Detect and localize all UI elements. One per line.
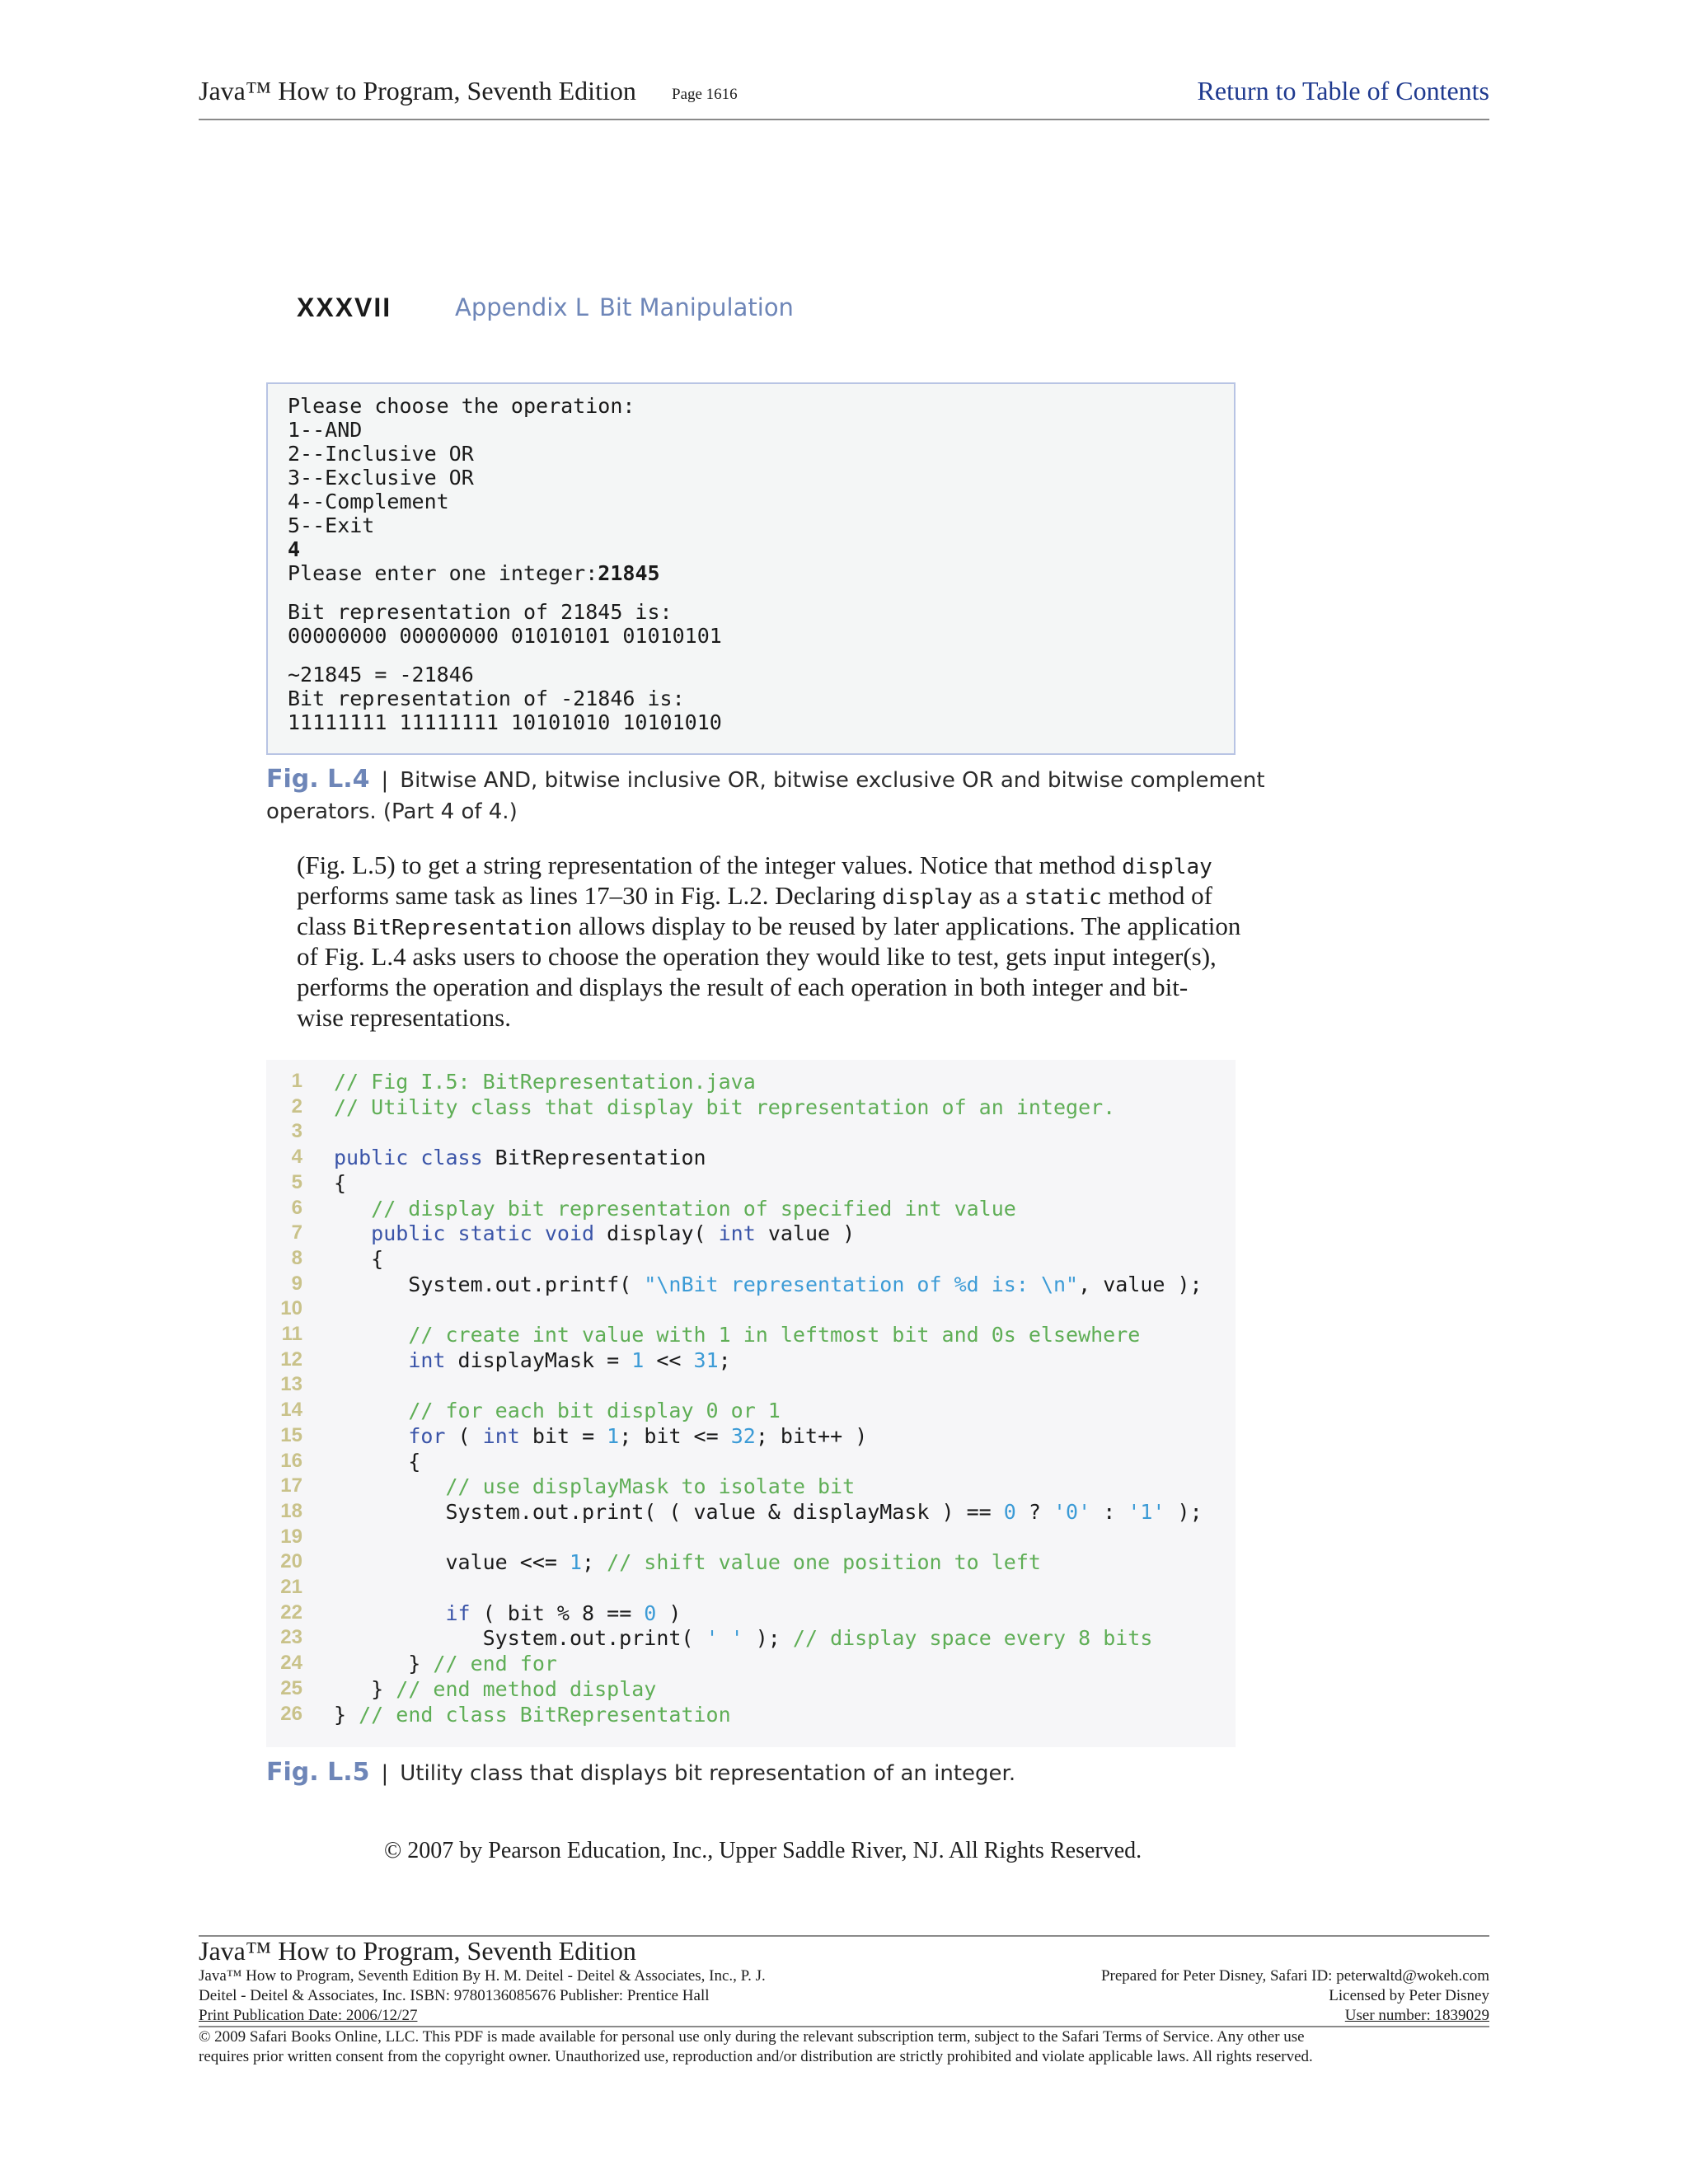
line-number: 15 [280, 1423, 302, 1446]
code-text [334, 1272, 1203, 1296]
code-line [266, 1703, 1236, 1728]
user-input: 21845 [598, 561, 660, 585]
comment-token: // end for [433, 1652, 557, 1676]
footer-book-info: Java™ How to Program, Seventh Edition By H. M. Deitel - Deitel & Associates, Inc., P. J. [199, 1967, 766, 1985]
text-run: class [297, 912, 354, 940]
caption-text: Bitwise AND, bitwise inclusive OR, bitwise exclusive OR and bitwise complement [400, 768, 1265, 793]
figure-label: Fig. L.5 [266, 1758, 370, 1787]
book-title: Java™ How to Program, Seventh Edition [199, 76, 636, 105]
code-token [334, 1474, 445, 1498]
code-token [334, 1424, 408, 1448]
code-line [266, 1297, 1236, 1323]
comment-token: // create int value with 1 in leftmost bit and 0s elsewhere [408, 1323, 1141, 1347]
code-line [266, 1626, 1236, 1652]
caption-divider: | [381, 768, 389, 793]
code-token: { [334, 1246, 384, 1271]
code-token: , value ); [1078, 1272, 1203, 1296]
code-text [334, 1450, 420, 1474]
code-line [266, 1677, 1236, 1703]
code-text [334, 1424, 867, 1448]
literal-token: '1' [1128, 1499, 1165, 1524]
code-token [334, 1197, 371, 1221]
code-line [266, 1171, 1236, 1197]
code-line [266, 1424, 1236, 1450]
code-line [266, 1576, 1236, 1601]
code-text [334, 1474, 855, 1498]
keyword-token: if [445, 1601, 483, 1625]
line-number: 8 [291, 1246, 302, 1269]
line-number: 5 [291, 1170, 302, 1193]
line-number: 17 [280, 1474, 302, 1497]
paragraph-line [297, 850, 1212, 883]
code-line [266, 1120, 1236, 1146]
literal-token: 0 [644, 1601, 657, 1625]
code-token: : [1090, 1499, 1128, 1524]
comment-token: // display bit representation of specified int value [371, 1196, 1016, 1221]
comment-token: // shift value one position to left [607, 1550, 1041, 1575]
code-token: } [334, 1676, 396, 1701]
text-run: as a [972, 881, 1025, 910]
inline-code: display [1122, 855, 1212, 879]
caption-text-continued: operators. (Part 4 of 4.) [266, 799, 518, 824]
code-text [334, 1221, 855, 1245]
code-text [334, 1070, 756, 1094]
code-token: displayMask = [457, 1347, 632, 1372]
program-output-box [266, 382, 1236, 755]
code-text [334, 1677, 656, 1701]
code-line [266, 1221, 1236, 1247]
line-number: 9 [291, 1272, 302, 1295]
toc-link[interactable]: Return to Table of Contents [1197, 76, 1489, 105]
code-token: bit = [532, 1423, 607, 1448]
code-token: display( [607, 1221, 719, 1246]
line-number: 20 [280, 1550, 302, 1573]
code-token: << [644, 1347, 694, 1372]
comment-token: // Fig I.5: BitRepresentation.java [334, 1070, 756, 1094]
code-token [334, 1348, 408, 1372]
line-number: 4 [291, 1146, 302, 1169]
paragraph-line: of Fig. L.4 asks users to choose the operation they would like to test, gets input integer(s), [297, 942, 1217, 971]
line-number: 7 [291, 1221, 302, 1244]
footer-isbn-info: Deitel - Deitel & Associates, Inc. ISBN: 9780136085676 Publisher: Prentice Hall [199, 1987, 710, 2004]
literal-token: '0' [1053, 1499, 1091, 1524]
line-number: 26 [280, 1702, 302, 1725]
literal-token: 1 [607, 1423, 620, 1448]
code-token: BitRepresentation [495, 1146, 706, 1170]
code-text [334, 1171, 346, 1195]
output-line: 3--Exclusive OR [288, 466, 474, 490]
inline-code: display [882, 885, 973, 910]
code-line [266, 1550, 1236, 1576]
code-token: System.out.print( [334, 1626, 706, 1651]
code-text [334, 1399, 781, 1422]
code-token: ; bit++ ) [755, 1423, 868, 1448]
text-run: method of [1101, 881, 1212, 910]
code-line [266, 1272, 1236, 1298]
code-text [334, 1323, 1140, 1347]
keyword-token: int [482, 1423, 532, 1448]
running-appendix: Appendix L [455, 293, 588, 321]
code-text [334, 1550, 1041, 1574]
line-number: 10 [280, 1297, 302, 1320]
code-token [334, 1323, 408, 1347]
line-number: 25 [280, 1676, 302, 1699]
code-line [266, 1070, 1236, 1095]
caption-text: Utility class that displays bit representation of an integer. [400, 1761, 1016, 1786]
line-number: 14 [280, 1399, 302, 1422]
paragraph-line [297, 880, 1212, 913]
line-number: 1 [291, 1070, 302, 1092]
line-number: 22 [280, 1601, 302, 1624]
figure-label: Fig. L.4 [266, 765, 370, 794]
code-token: ; bit <= [619, 1423, 731, 1448]
code-token: value ) [767, 1221, 856, 1246]
running-section: Bit Manipulation [599, 293, 794, 321]
footer-publication-date: Print Publication Date: 2006/12/27 [199, 2007, 418, 2024]
line-number: 11 [281, 1323, 302, 1345]
comment-token: // end method display [396, 1676, 657, 1701]
line-number: 21 [280, 1576, 302, 1598]
page-label: Page 1616 [672, 86, 738, 103]
code-text [334, 1247, 383, 1271]
footer-prepared-for: Prepared for Peter Disney, Safari ID: peterwaltd@wokeh.com [1100, 1967, 1489, 1985]
code-token [334, 1221, 371, 1245]
literal-token: ' ' [706, 1626, 743, 1651]
text-run: performs same task as lines 17–30 in Fig. L.2. Declaring [297, 881, 883, 910]
keyword-token: for [408, 1423, 458, 1448]
line-number: 23 [280, 1626, 302, 1649]
comment-token: // use displayMask to isolate bit [445, 1474, 856, 1499]
figure-caption-l4 [266, 765, 1265, 794]
inline-code: BitRepresentation [353, 916, 573, 940]
output-line: 00000000 00000000 01010101 01010101 [288, 624, 722, 648]
code-token: ); [743, 1626, 793, 1651]
line-number: 12 [280, 1347, 302, 1371]
code-line [266, 1601, 1236, 1627]
footer-user-number: User number: 1839029 [1344, 2007, 1489, 2024]
code-token: ; [718, 1347, 731, 1372]
output-line: ~21845 = -21846 [288, 663, 474, 687]
code-text [334, 1095, 1115, 1119]
copyright-notice: © 2007 by Pearson Education, Inc., Upper Saddle River, NJ. All Rights Reserved. [384, 1838, 1142, 1863]
literal-token: 1 [569, 1550, 583, 1575]
keyword-token: public class [334, 1146, 495, 1170]
paragraph-line [297, 911, 1240, 944]
code-text [334, 1652, 557, 1675]
code-token [334, 1601, 445, 1625]
code-line [266, 1323, 1236, 1348]
user-input: 4 [288, 537, 301, 561]
code-token: { [334, 1170, 347, 1195]
code-line [266, 1526, 1236, 1551]
output-line [288, 537, 300, 561]
code-text [334, 1348, 731, 1372]
code-token: ( bit % 8 == [482, 1601, 645, 1625]
output-line: Please choose the operation: [288, 394, 635, 418]
keyword-token: int [408, 1347, 458, 1372]
line-number: 16 [280, 1449, 302, 1472]
text-run: allows display to be reused by later applications. The application [572, 912, 1241, 940]
line-number: 18 [280, 1499, 302, 1522]
code-line [266, 1373, 1236, 1399]
line-number: 24 [280, 1652, 302, 1675]
figure-caption-l5 [266, 1758, 1015, 1787]
code-token: ; [582, 1550, 607, 1575]
line-number: 19 [280, 1525, 302, 1548]
keyword-token: public static void [371, 1221, 607, 1246]
code-text [334, 1197, 1016, 1221]
comment-token: // Utility class that display bit representation of an integer. [334, 1094, 1116, 1119]
page-header [199, 76, 1489, 120]
code-line [266, 1450, 1236, 1475]
code-text [334, 1703, 731, 1727]
code-line [266, 1474, 1236, 1500]
inline-code: static [1024, 885, 1102, 910]
output-line: Bit representation of 21845 is: [288, 600, 673, 624]
code-token [334, 1399, 408, 1422]
code-token: ? [1015, 1499, 1053, 1524]
literal-token: 0 [1003, 1499, 1016, 1524]
line-number: 6 [291, 1196, 302, 1219]
caption-divider: | [381, 1761, 389, 1786]
output-line: Bit representation of -21846 is: [288, 687, 685, 710]
legal-line: © 2009 Safari Books Online, LLC. This PDF is made available for personal use only during the relevant subscription term, subject to the Safari Terms of Service. Any other use [199, 2028, 1305, 2046]
keyword-token: int [718, 1221, 768, 1246]
code-text [334, 1601, 681, 1625]
output-line [288, 561, 660, 585]
code-line [266, 1095, 1236, 1121]
code-line [266, 1197, 1236, 1222]
code-line [266, 1348, 1236, 1374]
output-line: 1--AND [288, 418, 363, 442]
code-line [266, 1500, 1236, 1526]
paragraph-line: performs the operation and displays the result of each operation in both integer and bit- [297, 972, 1189, 1001]
line-number: 3 [291, 1120, 302, 1143]
footer-licensed-by: Licensed by Peter Disney [1329, 1987, 1489, 2004]
literal-token: 32 [730, 1423, 756, 1448]
output-line: 5--Exit [288, 513, 375, 537]
output-line: 2--Inclusive OR [288, 442, 474, 466]
footer-legal-notice [199, 2027, 1489, 2067]
line-number: 13 [280, 1373, 302, 1396]
code-text [334, 1626, 1152, 1650]
prompt-text: Please enter one integer: [288, 561, 598, 585]
code-token: ); [1165, 1499, 1203, 1524]
code-text [334, 1146, 706, 1169]
code-listing [266, 1060, 1236, 1747]
literal-token: 31 [693, 1347, 719, 1372]
code-token: ( [457, 1423, 483, 1448]
code-token: } [334, 1702, 359, 1727]
comment-token: // end class BitRepresentation [359, 1702, 731, 1727]
running-page-number: XXXVII [297, 293, 392, 322]
code-line [266, 1146, 1236, 1171]
code-line [266, 1399, 1236, 1424]
code-token: System.out.printf( [334, 1272, 645, 1296]
text-run: (Fig. L.5) to get a string representation of the integer values. Notice that method [297, 851, 1123, 879]
code-token: { [334, 1449, 421, 1474]
footer-book-title: Java™ How to Program, Seventh Edition [199, 1936, 636, 1966]
comment-token: // for each bit display 0 or 1 [408, 1399, 781, 1423]
code-text [334, 1500, 1203, 1524]
comment-token: // display space every 8 bits [792, 1626, 1153, 1651]
code-token: } [334, 1652, 434, 1676]
line-number: 2 [291, 1094, 302, 1118]
output-line: 4--Complement [288, 490, 449, 513]
literal-token: 1 [631, 1347, 645, 1372]
code-token: value <<= [334, 1550, 570, 1575]
code-token: System.out.print( ( value & displayMask ) == [334, 1499, 1004, 1524]
legal-line: requires prior written consent from the copyright owner. Unauthorized use, reproduction and/or distribution are strictly prohibited and violate applicable laws. All rights reserved. [199, 2048, 1313, 2065]
output-line: 11111111 11111111 10101010 10101010 [288, 710, 722, 734]
paragraph-line: wise representations. [297, 1003, 511, 1032]
code-token: ) [656, 1601, 682, 1625]
code-line [266, 1652, 1236, 1677]
literal-token: "\nBit representation of %d is: \n" [644, 1272, 1079, 1296]
code-line [266, 1247, 1236, 1272]
